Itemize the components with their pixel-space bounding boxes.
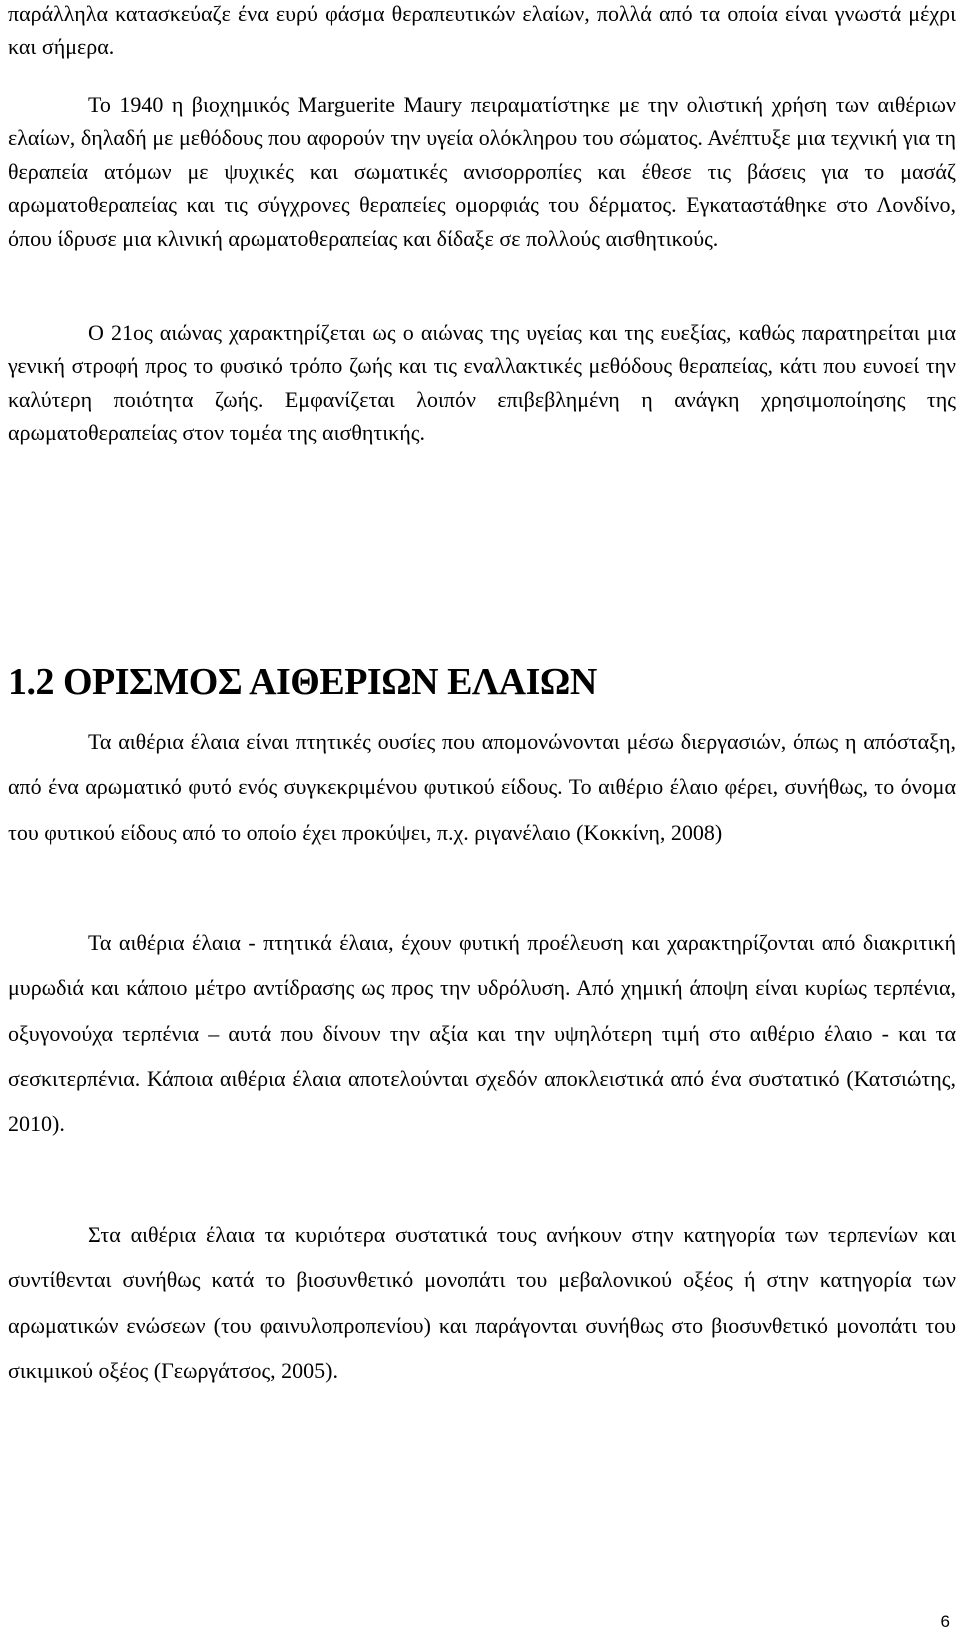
page-number: 6 (940, 1612, 950, 1631)
paragraph-maury: Το 1940 η βιοχημικός Marguerite Maury πειραματίστηκε με την ολιστική χρήση των αιθέριων ελαίων, δηλαδή με μεθόδους που αφορούν την υγεία ολόκληρου του σώματος. Ανέπτυξε μια τεχνική για τη θεραπεία ατόμων με ψυχικές και σωματικές ανισορροπίες και έθεσε τις βάσεις για το μασάζ αρωματοθεραπείας και τις σύγχρονες θεραπείες ομορφιάς του δέρματος. Εγκαταστάθηκε στο Λονδίνο, όπου ίδρυσε μια κλινική αρωματοθεραπείας και δίδαξε σε πολλούς αισθητικούς. (8, 92, 956, 251)
paragraph-components: Στα αιθέρια έλαια τα κυριότερα συστατικά τους ανήκουν στην κατηγορία των τερπενίων και συντίθενται συνήθως κατά το βιοσυνθετικό μονοπάτι του μεβαλονικού οξέος ή στην κατηγορία των αρωματικών ενώσεων (του φαινυλοπροπενίου) και παράγονται συνήθως στο βιοσυνθετικό μονοπάτι του σικιμικού οξέος (Γεωργάτσος, 2005). (8, 1222, 956, 1383)
paragraph-volatile-oils: Τα αιθέρια έλαια - πτητικά έλαια, έχουν φυτική προέλευση και χαρακτηρίζονται από διακριτική μυρωδιά και κάποιο μέτρο αντίδρασης ως προς την υδρόλυση. Από χημική άποψη είναι κυρίως τερπένια, οξυγονούχα τερπένια – αυτά που δίνουν την αξία και την υψηλότερη τιμή στο αιθέριο έλαιο - και τα σεσκιτερπένια. Κάποια αιθέρια έλαια αποτελούνται σχεδόν αποκλειστικά από ένα συστατικό (Κατσιώτης, 2010). (8, 930, 956, 1137)
paragraph-definition: Τα αιθέρια έλαια είναι πτητικές ουσίες που απομονώνονται μέσω διεργασιών, όπως η απόσταξη, από ένα αρωματικό φυτό ενός συγκεκριμένου φυτικού είδους. Το αιθέριο έλαιο φέρει, συνήθως, το όνομα του φυτικού είδους από το οποίο έχει προκύψει, π.χ. ριγανέλαιο (Κοκκίνη, 2008) (8, 729, 956, 845)
section-heading: 1.2 ΟΡΙΣΜΟΣ ΑΙΘΕΡΙΩΝ ΕΛΑΙΩΝ (8, 661, 597, 703)
paragraph-continuation: παράλληλα κατασκεύαζε ένα ευρύ φάσμα θεραπευτικών ελαίων, πολλά από τα οποία είναι γνωστά μέχρι και σήμερα. (8, 1, 956, 60)
paragraph-21st-century: Ο 21ος αιώνας χαρακτηρίζεται ως ο αιώνας της υγείας και της ευεξίας, καθώς παρατηρείται μια γενική στροφή προς το φυσικό τρόπο ζωής και τις εναλλακτικές μεθόδους θεραπείας, κάτι που ευνοεί την καλύτερη ποιότητα ζωής. Εμφανίζεται λοιπόν επιβεβλημένη η ανάγκη χρησιμοποίησης της αρωματοθεραπείας στον τομέα της αισθητικής. (8, 320, 956, 446)
